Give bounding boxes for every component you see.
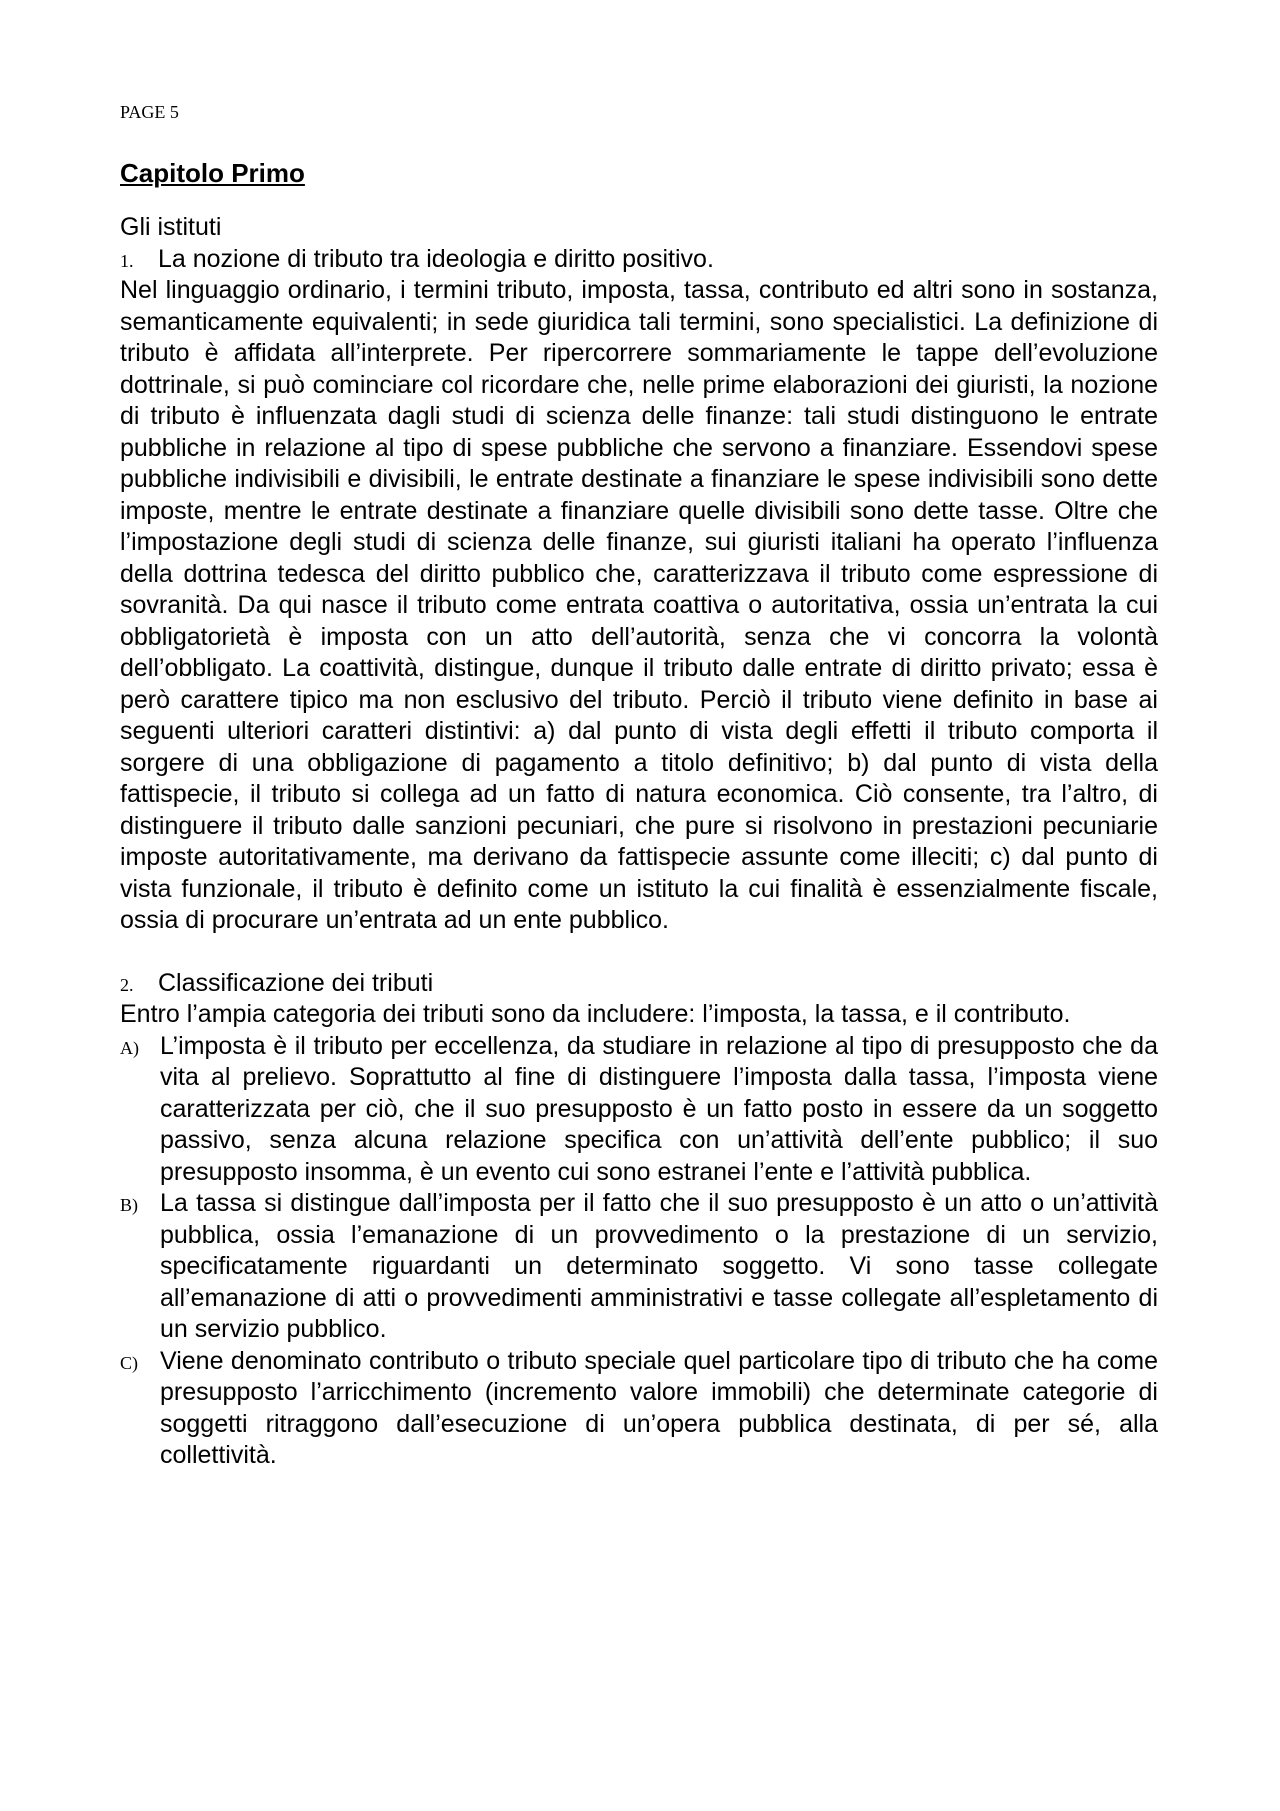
- chapter-title: Capitolo Primo: [120, 158, 305, 188]
- section-2-title: Classificazione dei tributi: [158, 968, 434, 997]
- section-2-intro: Entro l’ampia categoria dei tributi sono da includere: l’imposta, la tassa, e il contributo.: [120, 1000, 1071, 1028]
- page-content: [120, 98, 1158, 1472]
- list-item-b-letter: B): [120, 1195, 138, 1215]
- section-1-number: 1.: [120, 250, 134, 271]
- section-1-title: La nozione di tributo tra ideologia e diritto positivo.: [158, 244, 714, 273]
- paragraph-spacer: [120, 937, 1158, 968]
- list-item-c-letter: C): [120, 1352, 138, 1373]
- list-item-a-text: L’imposta è il tributo per eccellenza, da studiare in relazione al tipo di presupposto che da vita al prelievo. Soprattutto al fine di distinguere l’imposta dalla tassa, l’imposta viene caratterizzata per ciò, che il suo presupposto è un fatto posto in essere da un soggetto passivo, senza alcuna relazione specifica con un’attività dell’ente pubblico; il suo presupposto insomma, è un evento cui sono estranei l’ente e l’attività pubblica.: [160, 1031, 1158, 1186]
- section-1-heading: [120, 244, 1158, 276]
- list-item-c: [120, 1346, 1158, 1472]
- section-heading: Gli istituti: [120, 213, 222, 241]
- section-2-number: 2.: [120, 974, 134, 995]
- list-item-b: [120, 1188, 1158, 1346]
- list-item-b-text: La tassa si distingue dall’imposta per il fatto che il suo presupposto è un atto o un’attività pubblica, ossia l’emanazione di un provvedimento o la prestazione di un servizio, specificatamente riguardanti un determinato soggetto. Vi sono tasse collegate all’emanazione di atti o provvedimenti amministrativi e tasse collegate all’espletamento di un servizio pubblico.: [160, 1189, 1158, 1343]
- list-item-a-letter: A): [120, 1037, 139, 1058]
- section-1-body: Nel linguaggio ordinario, i termini tributo, imposta, tassa, contributo ed altri sono in sostanza, semanticamente equivalenti; in sede giuridica tali termini, sono specialistici. La definizione di tributo è affidata all’interprete. Per ripercorrere sommariamente le tappe dell’evoluzione dottrinale, si può cominciare col ricordare che, nelle prime elaborazioni dei giuristi, la nozione di tributo è influenzata dagli studi di scienza delle finanze: tali studi distinguono le entrate pubbliche in relazione al tipo di spese pubbliche che servono a finanziare. Essendovi spese pubbliche indivisibili e divisibili, le entrate destinate a finanziare le spese indivisibili sono dette imposte, mentre le entrate destinate a finanziare quelle divisibili sono dette tasse. Oltre che l’impostazione degli studi di scienza delle finanze, sui giuristi italiani ha operato l’influenza della dottrina tedesca del diritto pubblico che, caratterizzava il tributo come espressione di sovranità. Da qui nasce il tributo come entrata coattiva o autoritativa, ossia un’entrata la cui obbligatorietà è imposta con un atto dell’autorità, senza che vi concorra la volontà dell’obbligato. La coattività, distingue, dunque il tributo dalle entrate di diritto privato; essa è però carattere tipico ma non esclusivo del tributo. Perciò il tributo viene definito in base ai seguenti ulteriori caratteri distintivi: a) dal punto di vista degli effetti il tributo comporta il sorgere di una obbligazione di pagamento a titolo definitivo; b) dal punto di vista della fattispecie, il tributo si collega ad un fatto di natura economica. Ciò consente, tra l’altro, di distinguere il tributo dalle sanzioni pecuniari, che pure si risolvono in prestazioni pecuniarie imposte autoritativamente, ma derivano da fattispecie assunte come illeciti; c) dal punto di vista funzionale, il tributo è definito come un istituto la cui finalità è essenzialmente fiscale, ossia di procurare un’entrata ad un ente pubblico.: [120, 276, 1158, 934]
- list-item-a: [120, 1031, 1158, 1189]
- page-number-header: PAGE 5: [120, 102, 179, 122]
- section-2-heading: [120, 968, 1158, 1000]
- list-item-c-text: Viene denominato contributo o tributo speciale quel particolare tipo di tributo che ha come presupposto l’arricchimento (incremento valore immobili) che determinate categorie di soggetti ritraggono dall’esecuzione di un’opera pubblica destinata, di per sé, alla collettività.: [160, 1346, 1158, 1469]
